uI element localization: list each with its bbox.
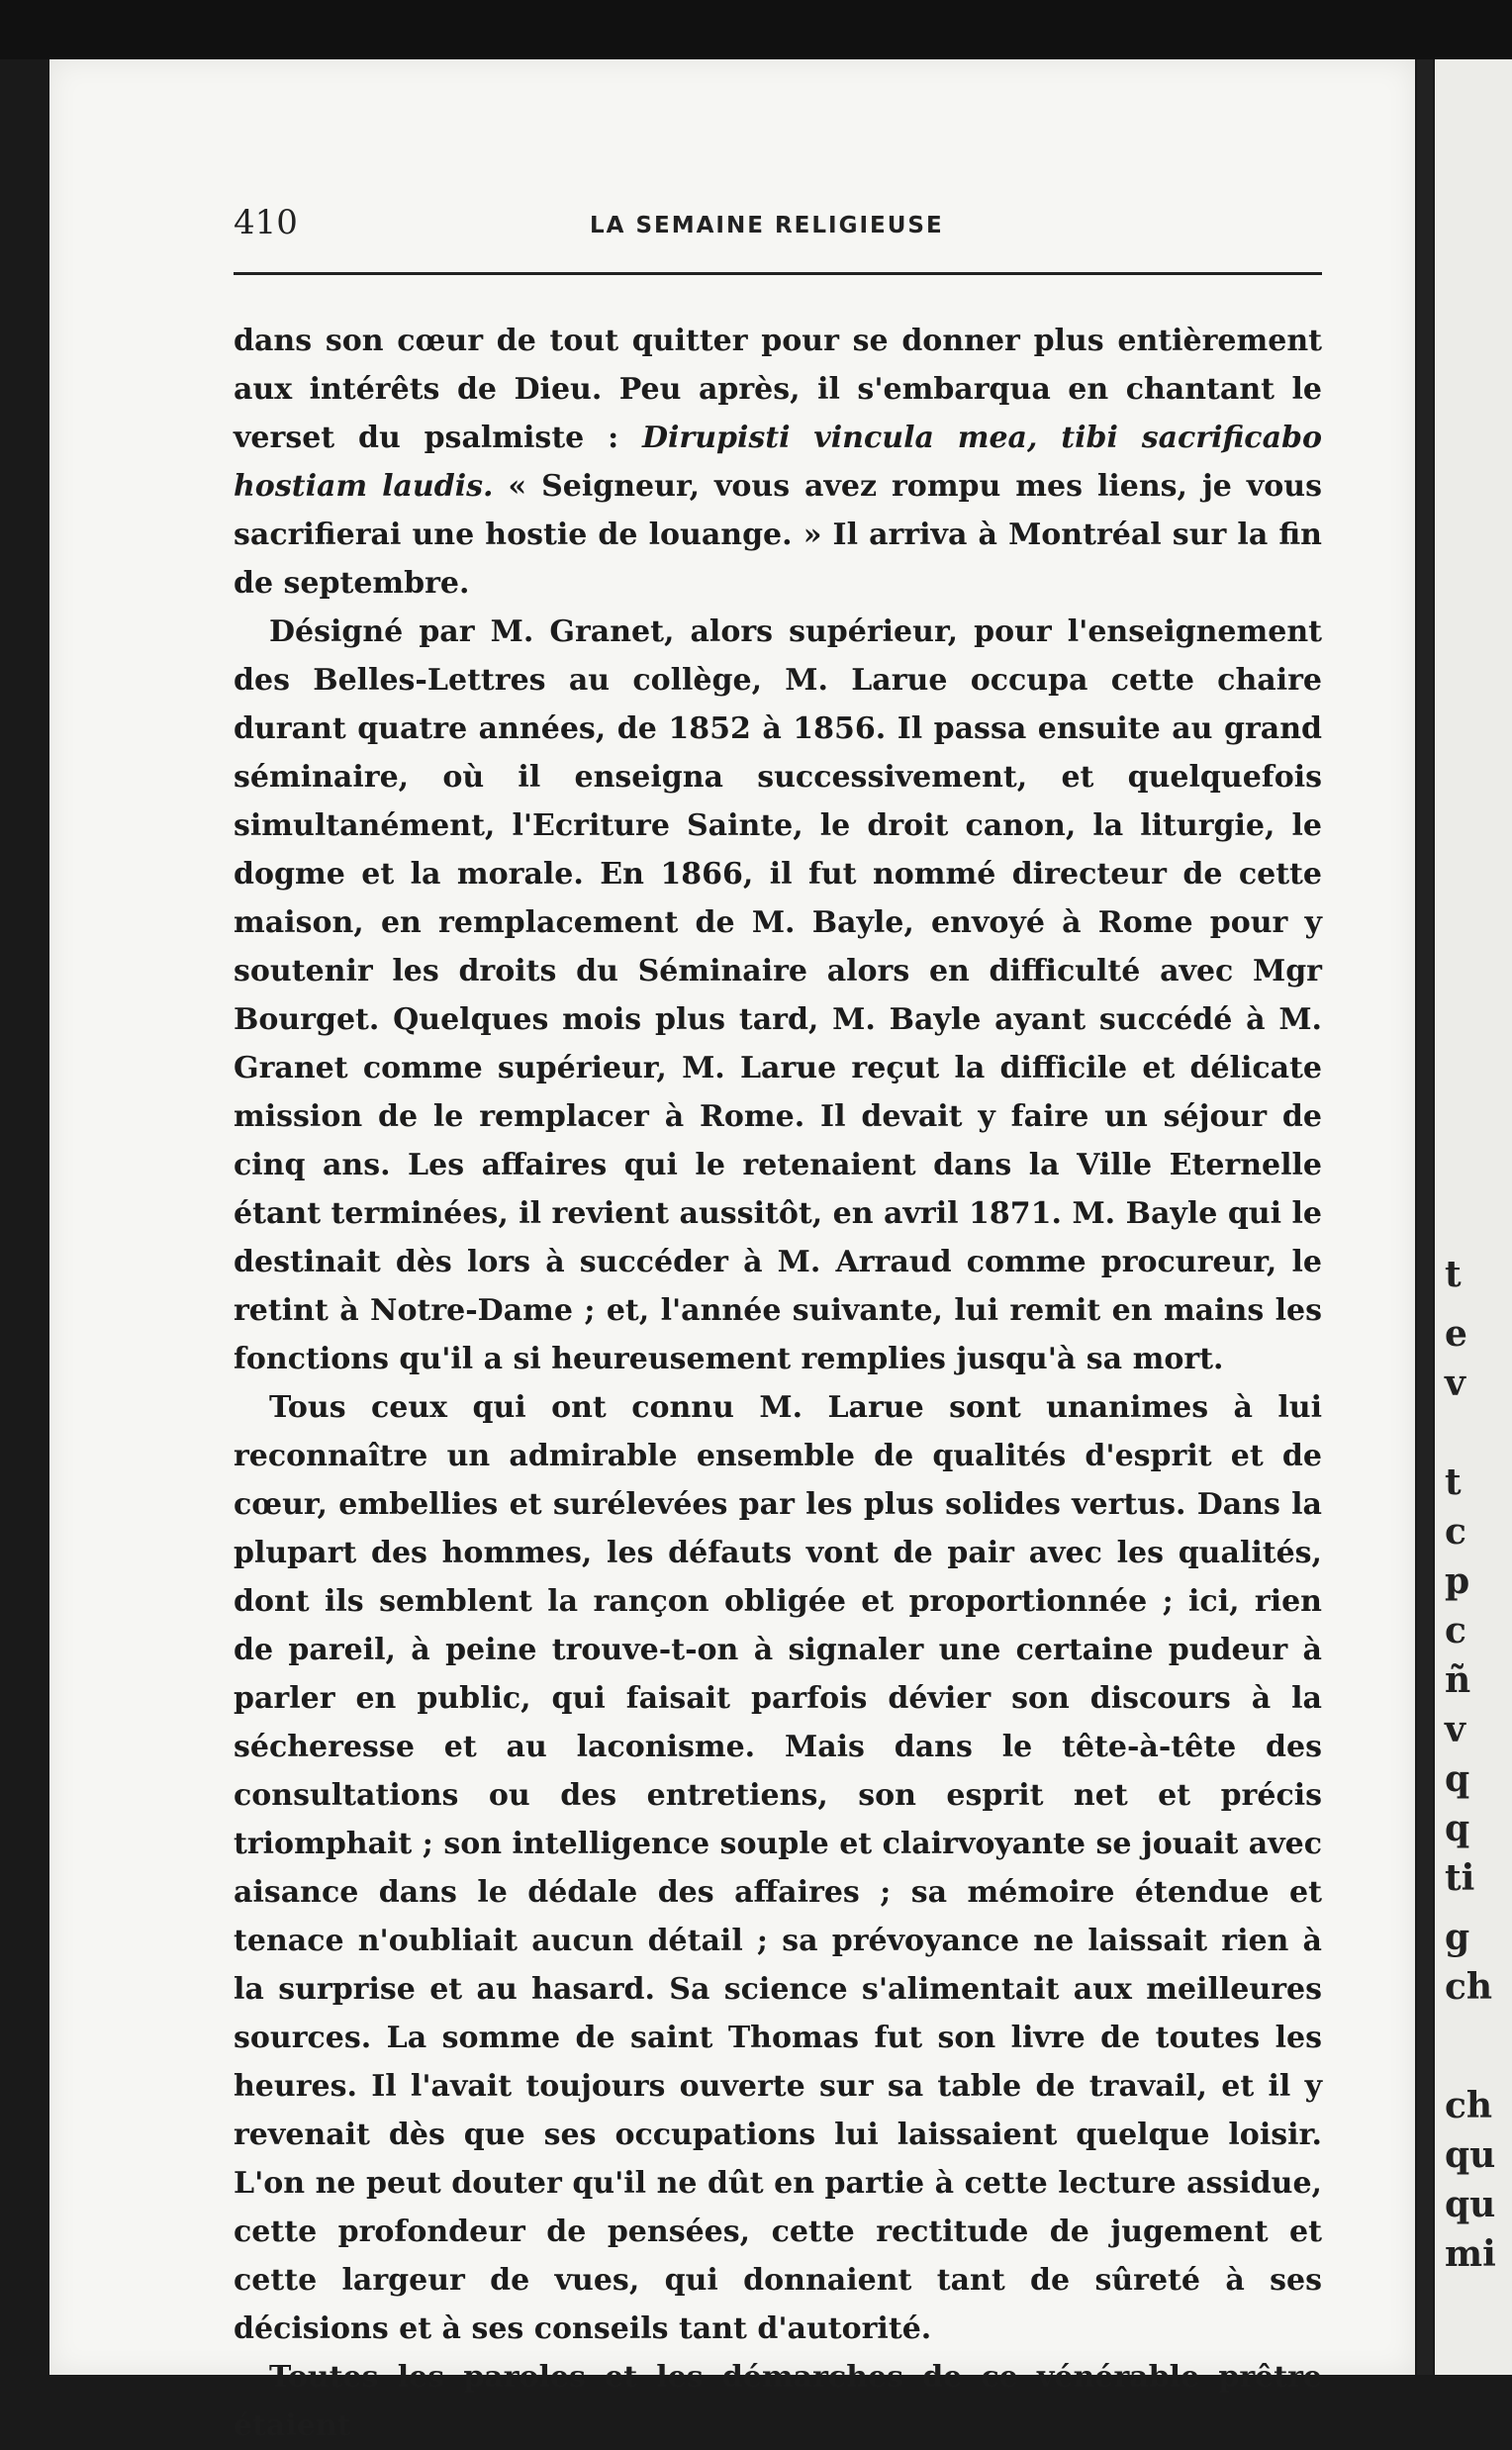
neighbor-fragment: v (1445, 1709, 1465, 1750)
neighbor-fragment: c (1445, 1610, 1466, 1651)
paragraph: Tous ceux qui ont connu M. Larue sont unanimes à lui reconnaître un admirable ensemble de qualités d'esprit et de cœur, embellies et surélevées par les plus solides vertus. Dans la plupart des hommes, les défauts vont de pair avec les qualités, dont ils semblent la rançon obligée et proportionnée ; ici, rien de pareil, à peine trouve-t-on à signaler une certaine pudeur à parler en public, qui faisait parfois dévier son discours à la sécheresse et au laconisme. Mais dans le tête-à-tête des consultations ou des entretiens, son esprit net et précis triomphait ; son intelligence souple et clairvoyante se jouait avec aisance dans le dédale des affaires ; sa mémoire étendue et tenace n'oubliait aucun détail ; sa prévoyance ne laissait rien à la surprise et au hasard. Sa science s'alimentait aux meilleures sources. La somme de saint Thomas fut son livre de toutes les heures. Il l'avait toujours ouverte sur sa table de travail, et il y revenait dès que ses occupations lui laissaient quelque loisir. L'on ne peut douter qu'il ne dût en partie à cette lecture assidue, cette profondeur de pensées, cette rectitude de jugement et cette largeur de vues, qui donnaient tant de sûreté à ses décisions et à ses conseils tant d'autorité. (234, 1390, 1322, 2346)
neighbor-fragment: q (1445, 1808, 1470, 1849)
body-text (234, 317, 1322, 2450)
header-rule (234, 272, 1322, 275)
page-number: 410 (234, 203, 298, 242)
paragraph-text: « Seigneur, vous avez rompu mes liens, je vous sacrifierai une hostie de louange. » Il arriva à Montréal sur la fin de septembre. (234, 469, 1322, 601)
neighbor-fragment: v (1445, 1363, 1465, 1404)
paragraph: Toutes les paroles et les démarches de ce vénérable prêtre étaient (234, 2360, 1322, 2443)
neighbor-fragment: ch (1445, 2085, 1493, 2126)
neighbor-page-edge (1435, 59, 1512, 2375)
paragraph: Désigné par M. Granet, alors supérieur, pour l'enseignement des Belles-Lettres au collège, M. Larue occupa cette chaire durant quatre années, de 1852 à 1856. Il passa ensuite au grand séminaire, où il enseigna successivement, et quelquefois simultanément, l'Ecriture Sainte, le droit canon, la liturgie, le dogme et la morale. En 1866, il fut nommé directeur de cette maison, en remplacement de M. Bayle, envoyé à Rome pour y soutenir les droits du Séminaire alors en difficulté avec Mgr Bourget. Quelques mois plus tard, M. Bayle ayant succédé à M. Granet comme supérieur, M. Larue reçut la difficile et délicate mission de le remplacer à Rome. Il devait y faire un séjour de cinq ans. Les affaires qui le retenaient dans la Ville Eternelle étant terminées, il revient aussitôt, en avril 1871. M. Bayle qui le destinait dès lors à succéder à M. Arraud comme procureur, le retint à Notre-Dame ; et, l'année suivante, lui remit en mains les fonctions qu'il a si heureusement remplies jusqu'à sa mort. (234, 614, 1322, 1376)
neighbor-fragment: p (1445, 1560, 1470, 1602)
paragraph-text: dans son cœur de tout quitter pour se donner plus entièrement aux intérêts de Dieu. Peu après, il s'embarqua en chantant le verset du psalmiste : (234, 324, 1322, 455)
neighbor-fragment: ñ (1445, 1659, 1471, 1701)
latin-quote: Dirupisti vincula mea, tibi sacrificabo hostiam laudis. (234, 421, 1322, 504)
neighbor-fragment: t (1445, 1254, 1462, 1295)
neighbor-fragment: g (1445, 1917, 1470, 1958)
neighbor-fragment: qu (1445, 2134, 1496, 2176)
running-title: LA SEMAINE RELIGIEUSE (590, 213, 944, 238)
scan-border-top (0, 0, 1512, 59)
neighbor-fragment: q (1445, 1758, 1470, 1800)
neighbor-fragment: ch (1445, 1966, 1493, 2008)
page-header (234, 203, 1322, 252)
paragraph (234, 317, 1322, 608)
neighbor-fragment: ti (1445, 1857, 1475, 1899)
neighbor-fragment: mi (1445, 2233, 1496, 2275)
neighbor-fragment: t (1445, 1461, 1462, 1503)
neighbor-fragment: c (1445, 1511, 1466, 1553)
page-gutter (1417, 59, 1433, 2375)
neighbor-fragment: qu (1445, 2184, 1496, 2225)
neighbor-fragment: e (1445, 1313, 1467, 1355)
